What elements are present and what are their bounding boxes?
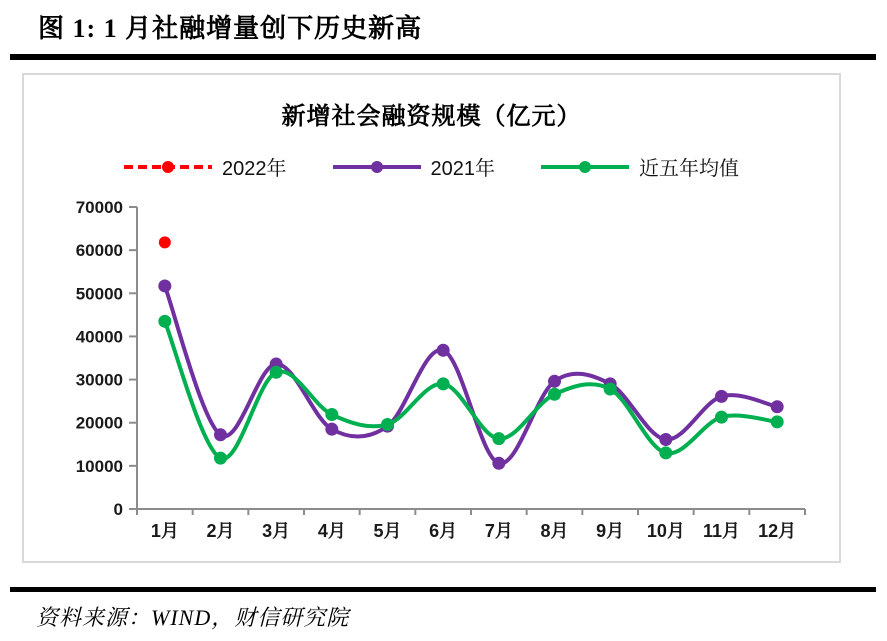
legend-label-2022: 2022年 — [222, 158, 287, 180]
source-rule — [10, 587, 876, 592]
x-axis-label: 11月 — [702, 521, 741, 541]
legend-label-2021: 2021年 — [430, 158, 495, 180]
series-marker-近五年均值 — [548, 388, 561, 401]
title-rule — [10, 54, 876, 60]
series-marker-2021年 — [715, 390, 728, 403]
series-marker-近五年均值 — [381, 418, 394, 431]
series-marker-2021年 — [325, 423, 338, 436]
x-axis-label: 1月 — [150, 521, 179, 541]
series-marker-2021年 — [659, 433, 672, 446]
y-axis-label: 0 — [113, 500, 123, 519]
series-marker-2021年 — [158, 279, 171, 292]
y-axis-label: 70000 — [75, 198, 123, 217]
series-marker-近五年均值 — [158, 315, 171, 328]
series-marker-近五年均值 — [715, 411, 728, 424]
x-axis-label: 2月 — [206, 521, 235, 541]
y-axis-label: 40000 — [75, 327, 123, 347]
series-marker-近五年均值 — [604, 383, 617, 396]
x-axis-label: 7月 — [484, 521, 513, 541]
legend-label-5yr-mean: 近五年均值 — [639, 158, 739, 180]
series-marker-2021年 — [771, 400, 784, 413]
x-axis-label: 12月 — [758, 521, 797, 541]
chart-title: 新增社会融资规模（亿元） — [281, 103, 582, 130]
series-marker-2021年 — [492, 457, 505, 470]
y-axis-label: 20000 — [75, 413, 123, 433]
series-line-2021年 — [165, 286, 777, 464]
x-axis-label: 4月 — [317, 521, 346, 541]
series-marker-2021年 — [548, 375, 561, 388]
x-axis-label: 3月 — [262, 521, 291, 541]
x-axis-label: 9月 — [596, 521, 625, 541]
series-marker-近五年均值 — [270, 366, 283, 379]
y-axis-label: 50000 — [75, 284, 123, 304]
series-marker-2021年 — [437, 344, 450, 357]
y-axis-label: 60000 — [75, 241, 123, 261]
series-marker-2022年 — [159, 236, 171, 248]
series-marker-近五年均值 — [659, 446, 672, 459]
chart-box — [22, 73, 841, 563]
x-axis-label: 8月 — [540, 521, 569, 541]
figure-title: 图 1: 1 月社融增量创下历史新高 — [38, 14, 423, 43]
series-marker-近五年均值 — [492, 432, 505, 445]
series-marker-近五年均值 — [325, 408, 338, 421]
y-axis-label: 10000 — [75, 456, 123, 476]
line-chart-plot — [24, 75, 839, 561]
series-marker-近五年均值 — [214, 452, 227, 465]
y-axis-label: 30000 — [75, 370, 123, 390]
x-axis-label: 6月 — [429, 521, 458, 541]
series-marker-近五年均值 — [437, 377, 450, 390]
series-marker-近五年均值 — [771, 415, 784, 428]
x-axis-label: 10月 — [646, 521, 685, 541]
x-axis-label: 5月 — [373, 521, 402, 541]
series-marker-2021年 — [214, 428, 227, 441]
source-note: 资料来源：WIND，财信研究院 — [36, 605, 350, 630]
